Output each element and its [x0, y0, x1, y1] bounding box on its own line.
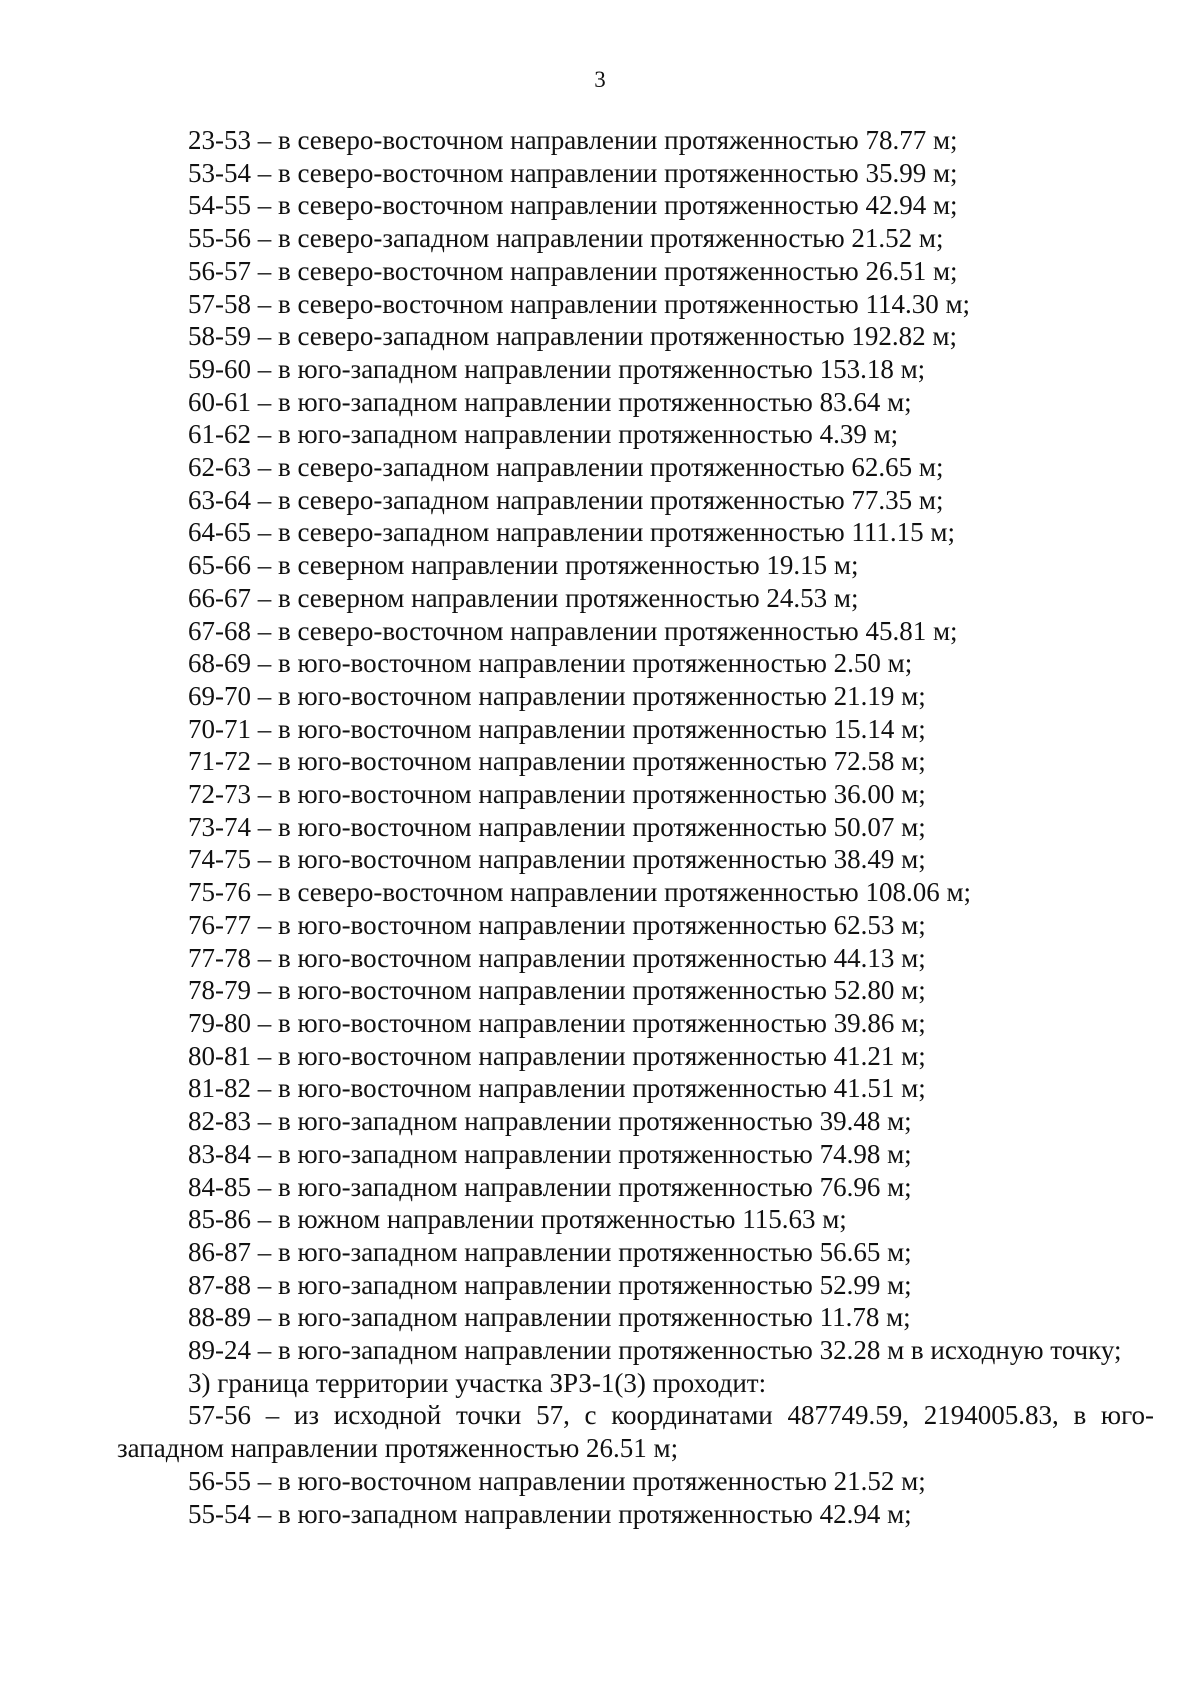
boundary-segment-line: 81-82 – в юго-восточном направлении протяженностью 41.51 м;: [188, 1073, 926, 1104]
boundary-segment-line: 73-74 – в юго-восточном направлении протяженностью 50.07 м;: [188, 811, 926, 842]
boundary-segment-line: 82-83 – в юго-западном направлении протяженностью 39.48 м;: [188, 1106, 912, 1137]
boundary-segment-line: 84-85 – в юго-западном направлении протяженностью 76.96 м;: [188, 1171, 912, 1202]
boundary-segment-line: 62-63 – в северо-западном направлении протяженностью 62.65 м;: [188, 452, 944, 483]
boundary-segment-line: 55-54 – в юго-западном направлении протяженностью 42.94 м;: [188, 1498, 912, 1529]
boundary-segment-line: 78-79 – в юго-восточном направлении протяженностью 52.80 м;: [188, 975, 926, 1006]
boundary-segment-line: 80-81 – в юго-восточном направлении протяженностью 41.21 м;: [188, 1040, 926, 1071]
boundary-segment-line: 69-70 – в юго-восточном направлении протяженностью 21.19 м;: [188, 680, 926, 711]
boundary-segment-line: 55-56 – в северо-западном направлении протяженностью 21.52 м;: [188, 223, 944, 254]
boundary-segment-line: 65-66 – в северном направлении протяженностью 19.15 м;: [188, 550, 859, 581]
boundary-segment-line: 56-55 – в юго-восточном направлении протяженностью 21.52 м;: [188, 1465, 926, 1496]
boundary-segment-line: 74-75 – в юго-восточном направлении протяженностью 38.49 м;: [188, 844, 926, 875]
boundary-segment-line: 63-64 – в северо-западном направлении протяженностью 77.35 м;: [188, 484, 944, 515]
boundary-segment-line: 71-72 – в юго-восточном направлении протяженностью 72.58 м;: [188, 746, 926, 777]
boundary-segment-line: 75-76 – в северо-восточном направлении протяженностью 108.06 м;: [188, 877, 972, 908]
boundary-segment-list: [117, 124, 1154, 1334]
boundary-segment-line: 59-60 – в юго-западном направлении протяженностью 153.18 м;: [188, 353, 926, 384]
boundary-segment-line: 86-87 – в юго-западном направлении протяженностью 56.65 м;: [188, 1236, 912, 1267]
closing-segment-line: 89-24 – в юго-западном направлении протяженностью 32.28 м в исходную точку;: [188, 1335, 1122, 1366]
section-3-segment-list: [117, 1465, 1154, 1530]
boundary-segment-line: 77-78 – в юго-восточном направлении протяженностью 44.13 м;: [188, 942, 926, 973]
section-3-start-line: 57-56 – из исходной точки 57, с координатами 487749.59, 2194005.83, в юго-западном направлении протяженностью 26.51 м;: [117, 1400, 1154, 1464]
boundary-segment-line: 53-54 – в северо-восточном направлении протяженностью 35.99 м;: [188, 157, 958, 188]
boundary-segment-line: 72-73 – в юго-восточном направлении протяженностью 36.00 м;: [188, 779, 926, 810]
boundary-segment-line: 58-59 – в северо-западном направлении протяженностью 192.82 м;: [188, 321, 957, 352]
boundary-segment-line: 60-61 – в юго-западном направлении протяженностью 83.64 м;: [188, 386, 912, 417]
boundary-segment-line: 85-86 – в южном направлении протяженностью 115.63 м;: [188, 1204, 847, 1235]
boundary-segment-line: 70-71 – в юго-восточном направлении протяженностью 15.14 м;: [188, 713, 926, 744]
boundary-segment-line: 64-65 – в северо-западном направлении протяженностью 111.15 м;: [188, 517, 955, 548]
boundary-segment-line: 68-69 – в юго-восточном направлении протяженностью 2.50 м;: [188, 648, 913, 679]
boundary-segment-line: 57-58 – в северо-восточном направлении протяженностью 114.30 м;: [188, 288, 971, 319]
document-body: [117, 124, 1154, 1530]
boundary-segment-line: 87-88 – в юго-западном направлении протяженностью 52.99 м;: [188, 1269, 912, 1300]
boundary-segment-line: 61-62 – в юго-западном направлении протяженностью 4.39 м;: [188, 419, 899, 450]
boundary-segment-line: 23-53 – в северо-восточном направлении протяженностью 78.77 м;: [188, 125, 958, 155]
boundary-segment-line: 83-84 – в юго-западном направлении протяженностью 74.98 м;: [188, 1138, 912, 1169]
page-number: 3: [594, 67, 606, 92]
boundary-segment-line: 54-55 – в северо-восточном направлении протяженностью 42.94 м;: [188, 190, 958, 221]
boundary-segment-line: 67-68 – в северо-восточном направлении протяженностью 45.81 м;: [188, 615, 958, 646]
boundary-segment-line: 56-57 – в северо-восточном направлении протяженностью 26.51 м;: [188, 255, 958, 286]
boundary-segment-line: 88-89 – в юго-западном направлении протяженностью 11.78 м;: [188, 1302, 911, 1333]
section-3-heading: 3) граница территории участка ЗРЗ-1(3) проходит:: [188, 1367, 767, 1398]
boundary-segment-line: 79-80 – в юго-восточном направлении протяженностью 39.86 м;: [188, 1007, 926, 1038]
boundary-segment-line: 66-67 – в северном направлении протяженностью 24.53 м;: [188, 582, 859, 613]
boundary-segment-line: 76-77 – в юго-восточном направлении протяженностью 62.53 м;: [188, 909, 926, 940]
